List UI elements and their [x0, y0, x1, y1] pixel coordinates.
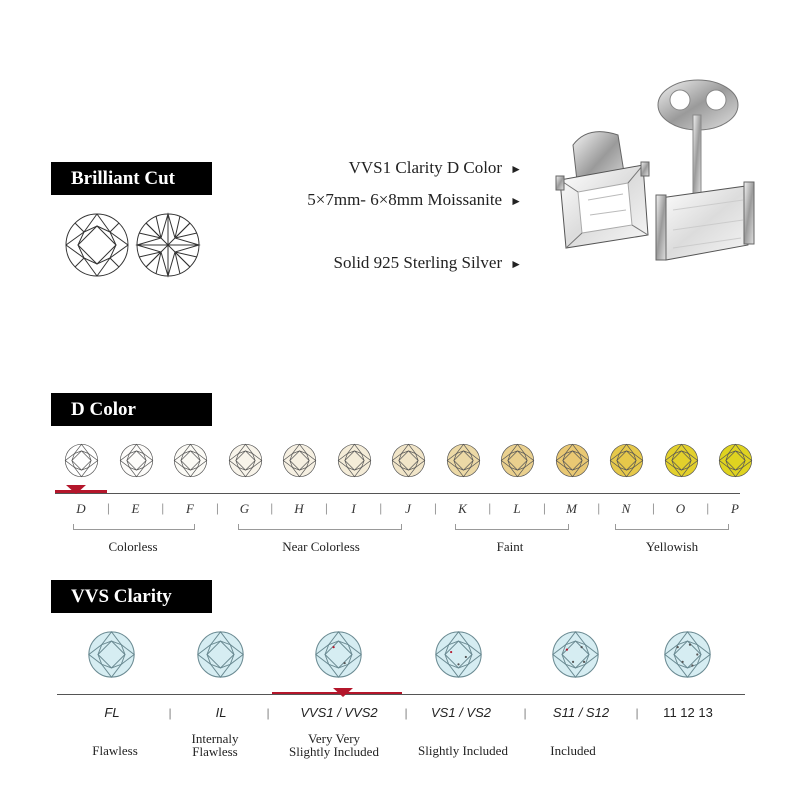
color-stone-h [282, 443, 317, 478]
clarity-grade-vs: VS1 / VS2 [431, 705, 491, 720]
clarity-separator: | [404, 705, 408, 720]
vvs-clarity-label: VVS Clarity [51, 580, 212, 613]
color-separator: | [542, 500, 546, 515]
group-colorless: Colorless [108, 539, 158, 554]
color-separator: | [270, 500, 274, 515]
group-bracket [615, 524, 729, 530]
earring-product-image [548, 70, 758, 265]
d-color-label: D Color [51, 393, 212, 426]
color-grade-n: N [621, 501, 631, 516]
color-grade-d: D [76, 501, 86, 516]
color-stone-i [337, 443, 372, 478]
color-stone-g [228, 443, 263, 478]
clarity-stone [663, 630, 712, 679]
clarity-name-internally-flawless [192, 732, 239, 758]
clarity-name-slightly-included: Slightly Included [418, 743, 508, 758]
brilliant-cut-top-view-diagram [64, 212, 130, 278]
clarity-grade-il: IL [215, 705, 227, 720]
clarity-separator: | [523, 705, 527, 720]
brilliant-cut-bottom-view-diagram [135, 212, 201, 278]
clarity-name-line: Slightly Included [289, 744, 379, 759]
group-near-colorless: Near Colorless [282, 539, 360, 554]
color-scale-line [55, 493, 740, 494]
color-grade-g: G [239, 501, 250, 516]
clarity-scale-line [57, 694, 745, 695]
clarity-separator: | [635, 705, 639, 720]
clarity-stone [87, 630, 136, 679]
color-stone-e [119, 443, 154, 478]
color-stone-p [718, 443, 753, 478]
color-grade-l: L [513, 501, 521, 516]
color-grade-h: H [294, 501, 304, 516]
spec-text: VVS1 Clarity D Color [348, 158, 503, 177]
clarity-grade-i: 11 12 13 [663, 705, 713, 720]
clarity-name-line: Flawless [192, 744, 238, 759]
color-separator: | [379, 500, 383, 515]
color-grade-e: E [131, 501, 140, 516]
arrow-right-icon: ► [510, 257, 522, 271]
group-faint: Faint [496, 539, 524, 554]
color-grade-m: M [566, 501, 577, 516]
color-separator: | [597, 500, 601, 515]
clarity-separator: | [266, 705, 270, 720]
arrow-right-icon: ► [510, 194, 522, 208]
group-bracket [73, 524, 195, 530]
color-separator: | [488, 500, 492, 515]
color-grade-j: J [405, 501, 411, 516]
spec-sterling-silver [334, 253, 522, 273]
clarity-name-flawless: Flawless [92, 743, 138, 758]
group-yellowish: Yellowish [645, 539, 699, 554]
group-bracket [455, 524, 569, 530]
color-stone-f [173, 443, 208, 478]
color-grade-o: O [675, 501, 686, 516]
color-grade-k: K [458, 501, 467, 516]
color-separator: | [106, 500, 110, 515]
clarity-separator: | [168, 705, 172, 720]
clarity-grade-si: S11 / S12 [552, 705, 610, 720]
spec-clarity-color [349, 158, 522, 178]
color-stone-m [555, 443, 590, 478]
brilliant-cut-label: Brilliant Cut [51, 162, 212, 195]
clarity-marker-pointer-icon [333, 688, 353, 698]
color-separator: | [324, 500, 328, 515]
color-stone-d [64, 443, 99, 478]
color-marker-pointer-icon [66, 485, 86, 495]
color-separator: | [215, 500, 219, 515]
clarity-stone [314, 630, 363, 679]
arrow-right-icon: ► [510, 162, 522, 176]
color-separator: | [706, 500, 710, 515]
color-stone-o [664, 443, 699, 478]
color-grade-f: F [186, 501, 194, 516]
spec-text: 5×7mm- 6×8mm Moissanite [307, 190, 503, 209]
color-stone-j [391, 443, 426, 478]
group-bracket [238, 524, 402, 530]
spec-text: Solid 925 Sterling Silver [333, 253, 503, 272]
color-separator: | [161, 500, 165, 515]
clarity-name-included: Included [550, 743, 596, 758]
clarity-grade-fl: FL [104, 705, 120, 720]
clarity-stone [196, 630, 245, 679]
color-grade-i: I [351, 501, 356, 516]
clarity-stone [551, 630, 600, 679]
clarity-name-line: Internaly [191, 731, 239, 746]
color-stone-l [500, 443, 535, 478]
clarity-grade-vvs: VVS1 / VVS2 [300, 705, 378, 720]
color-separator: | [433, 500, 437, 515]
color-stone-n [609, 443, 644, 478]
clarity-name-vvs [289, 732, 379, 758]
spec-size-moissanite [307, 190, 522, 210]
clarity-name-line: Very Very [307, 731, 361, 746]
color-stone-k [446, 443, 481, 478]
color-separator: | [651, 500, 655, 515]
color-grade-p: P [731, 501, 739, 516]
clarity-stone [434, 630, 483, 679]
